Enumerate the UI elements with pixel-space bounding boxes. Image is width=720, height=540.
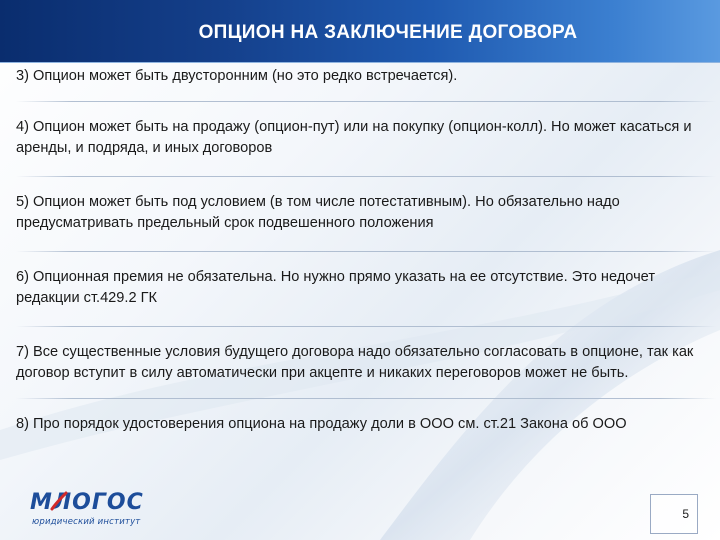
paragraph-3: 3) Опцион может быть двусторонним (но это редко встречается). — [16, 68, 458, 84]
divider — [16, 101, 716, 102]
paragraph-4: 4) Опцион может быть на продажу (опцион-пут) или на покупку (опцион-колл). Но может касаться и аренды, и подряда, и иных договоров — [16, 119, 692, 156]
divider — [16, 326, 716, 327]
page-number: 5 — [682, 507, 689, 521]
logo-swoosh-icon — [50, 489, 68, 515]
paragraph-5: 5) Опцион может быть под условием (в том числе потестативным). Но обязательно надо предусматривать предельный срок подвешенного положения — [16, 194, 620, 231]
logo-tagline: юридический институт — [32, 517, 141, 527]
paragraph-8: 8) Про порядок удостоверения опциона на продажу доли в ООО см. ст.21 Закона об ООО — [16, 416, 627, 432]
page-number-box — [650, 494, 698, 534]
paragraph-7: 7) Все существенные условия будущего договора надо обязательно согласовать в опционе, так как договор вступит в силу автоматически при акцепте и никаких переговоров может не быть. — [16, 344, 694, 381]
title-bar — [0, 0, 720, 63]
content-area — [16, 64, 716, 439]
logo-wordmark: МЛОГОС — [30, 490, 144, 515]
divider — [16, 176, 716, 177]
slide-title: ОПЦИОН НА ЗАКЛЮЧЕНИЕ ДОГОВОРА — [198, 22, 578, 43]
logo — [30, 490, 160, 530]
paragraph-6: 6) Опционная премия не обязательна. Но нужно прямо указать на ее отсутствие. Это недочет редакции ст.429.2 ГК — [16, 269, 656, 306]
divider — [16, 398, 716, 399]
divider — [16, 251, 716, 252]
